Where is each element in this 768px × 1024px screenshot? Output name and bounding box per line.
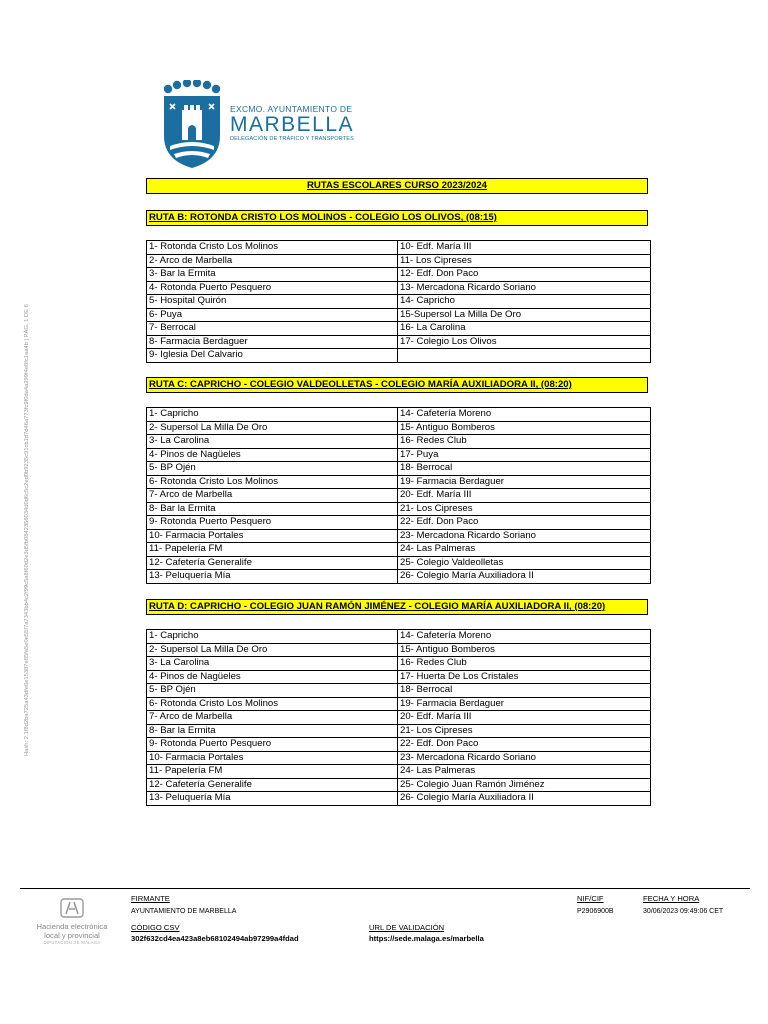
route-d-table (146, 629, 651, 806)
route-c-table (146, 407, 651, 584)
stop-cell: 18- Berrocal (398, 684, 651, 698)
stop-cell: 26- Colegio María Auxiliadora II (398, 570, 651, 584)
table-row (147, 697, 651, 711)
stop-cell: 13- Mercadona Ricardo Soriano (398, 281, 651, 295)
stop-cell: 21- Los Cipreses (398, 502, 651, 516)
stop-cell: 8- Bar la Ermita (147, 502, 398, 516)
stop-cell: 16- Redes Club (398, 657, 651, 671)
stop-cell: 13- Peluquería Mía (147, 570, 398, 584)
stop-cell: 15- Antiguo Bomberos (398, 421, 651, 435)
stop-cell: 3- La Carolina (147, 435, 398, 449)
table-row (147, 778, 651, 792)
fecha-value: 30/06/2023 09:49:06 CET (643, 908, 724, 915)
firmante-label: FIRMANTE (131, 894, 170, 903)
stop-cell: 4- Rotonda Puerto Pesquero (147, 281, 398, 295)
csv-value: 302f632cd4ea423a8eb68102494ab97299a4fdad (131, 934, 299, 943)
table-row (147, 281, 651, 295)
table-row (147, 765, 651, 779)
table-row (147, 308, 651, 322)
table-row (147, 335, 651, 349)
stop-cell: 8- Farmacia Berdaguer (147, 335, 398, 349)
stop-cell: 17- Colegio Los Olivos (398, 335, 651, 349)
table-row (147, 738, 651, 752)
csv-label: CÓDIGO CSV (131, 923, 180, 932)
hacienda-emblem-icon (60, 898, 84, 918)
stop-cell: 1- Rotonda Cristo Los Molinos (147, 241, 398, 255)
stop-cell: 16- Redes Club (398, 435, 651, 449)
stop-cell: 10- Farmacia Portales (147, 529, 398, 543)
route-b-heading-text: RUTA B: ROTONDA CRISTO LOS MOLINOS - COLEGIO LOS OLIVOS, (08:15) (149, 212, 497, 223)
stop-cell: 14- Capricho (398, 295, 651, 309)
stop-cell: 2- Arco de Marbella (147, 254, 398, 268)
table-row (147, 435, 651, 449)
logo-line-2: MARBELLA (230, 113, 355, 136)
stop-cell: 7- Berrocal (147, 322, 398, 336)
stop-cell: 24- Las Palmeras (398, 765, 651, 779)
table-row (147, 489, 651, 503)
hacienda-line-1: Hacienda electrónica (36, 922, 108, 931)
nif-label: NIF/CIF (577, 894, 604, 903)
stop-cell: 24- Las Palmeras (398, 543, 651, 557)
logo-line-3: DELEGACIÓN DE TRÁFICO Y TRANSPORTES (230, 136, 354, 142)
stop-cell: 8- Bar la Ermita (147, 724, 398, 738)
stop-cell: 11- Papelería FM (147, 543, 398, 557)
stop-cell: 10- Edf. María III (398, 241, 651, 255)
stop-cell: 10- Farmacia Portales (147, 751, 398, 765)
stop-cell: 2- Supersol La Milla De Oro (147, 421, 398, 435)
stop-cell: 22- Edf. Don Paco (398, 516, 651, 530)
marbella-shield-icon (162, 80, 224, 170)
footer-divider (20, 888, 750, 889)
stop-cell: 26- Colegio María Auxiliadora II (398, 792, 651, 806)
table-row (147, 751, 651, 765)
table-row (147, 516, 651, 530)
table-row (147, 657, 651, 671)
stop-cell: 23- Mercadona Ricardo Soriano (398, 529, 651, 543)
stop-cell: 6- Rotonda Cristo Los Molinos (147, 697, 398, 711)
stop-cell: 7- Arco de Marbella (147, 489, 398, 503)
route-d-heading-text: RUTA D: CAPRICHO - COLEGIO JUAN RAMÓN JIMÉNEZ - COLEGIO MARÍA AUXILIADORA II, (08:20) (149, 601, 606, 612)
table-row (147, 295, 651, 309)
stop-cell: 5- BP Ojén (147, 462, 398, 476)
table-row (147, 408, 651, 422)
table-row (147, 792, 651, 806)
stop-cell: 9- Rotonda Puerto Pesquero (147, 738, 398, 752)
fecha-label: FECHA Y HORA (643, 894, 700, 903)
stop-cell: 11- Los Cipreses (398, 254, 651, 268)
stop-cell: 12- Edf. Don Paco (398, 268, 651, 282)
route-b-table (146, 240, 651, 363)
stop-cell: 17- Huerta De Los Cristales (398, 670, 651, 684)
table-row (147, 421, 651, 435)
stop-cell: 18- Berrocal (398, 462, 651, 476)
stop-cell: 13- Peluquería Mía (147, 792, 398, 806)
table-row (147, 475, 651, 489)
table-row (147, 502, 651, 516)
stop-cell: 6- Puya (147, 308, 398, 322)
hacienda-line-2: local y provincial (44, 931, 100, 940)
stop-cell: 21- Los Cipreses (398, 724, 651, 738)
stop-cell: 20- Edf. María III (398, 489, 651, 503)
table-row (147, 711, 651, 725)
stop-cell: 14- Cafetería Moreno (398, 408, 651, 422)
logo-line-1: EXCMO. AYUNTAMIENTO DE (230, 104, 353, 114)
stop-cell: 19- Farmacia Berdaguer (398, 475, 651, 489)
marbella-logo (162, 80, 362, 180)
table-row (147, 630, 651, 644)
table-row (147, 529, 651, 543)
table-row (147, 448, 651, 462)
stop-cell: 4- Pinos de Nagüeles (147, 670, 398, 684)
url-label: URL DE VALIDACIÓN (369, 923, 445, 932)
table-row (147, 268, 651, 282)
stop-cell: 4- Pinos de Nagüeles (147, 448, 398, 462)
table-row (147, 556, 651, 570)
table-row (147, 241, 651, 255)
table-row (147, 254, 651, 268)
route-c-heading (146, 377, 648, 393)
firmante-value: AYUNTAMIENTO DE MARBELLA (131, 908, 237, 915)
stop-cell: 14- Cafetería Moreno (398, 630, 651, 644)
url-value[interactable]: https://sede.malaga.es/marbella (369, 934, 484, 943)
stop-cell: 23- Mercadona Ricardo Soriano (398, 751, 651, 765)
stop-cell: 16- La Carolina (398, 322, 651, 336)
document-title (146, 178, 648, 194)
stop-cell: 3- Bar la Ermita (147, 268, 398, 282)
table-row (147, 670, 651, 684)
table-row (147, 543, 651, 557)
stop-cell: 6- Rotonda Cristo Los Molinos (147, 475, 398, 489)
stop-cell (398, 349, 651, 363)
stop-cell: 1- Capricho (147, 408, 398, 422)
stop-cell: 25- Colegio Juan Ramón Jiménez (398, 778, 651, 792)
document-title-text: RUTAS ESCOLARES CURSO 2023/2024 (306, 180, 488, 191)
stop-cell: 11- Papelería FM (147, 765, 398, 779)
table-row (147, 684, 651, 698)
table-row (147, 643, 651, 657)
stop-cell: 9- Iglesia Del Calvario (147, 349, 398, 363)
route-c-heading-text: RUTA C: CAPRICHO - COLEGIO VALDEOLLETAS - COLEGIO MARÍA AUXILIADORA II, (08:20) (149, 379, 572, 390)
stop-cell: 19- Farmacia Berdaguer (398, 697, 651, 711)
stop-cell: 1- Capricho (147, 630, 398, 644)
stop-cell: 9- Rotonda Puerto Pesquero (147, 516, 398, 530)
stop-cell: 7- Arco de Marbella (147, 711, 398, 725)
table-row (147, 462, 651, 476)
table-row (147, 570, 651, 584)
hacienda-logo (22, 896, 122, 946)
stop-cell: 25- Colegio Valdeolletas (398, 556, 651, 570)
stop-cell: 15- Antiguo Bomberos (398, 643, 651, 657)
stop-cell: 2- Supersol La Milla De Oro (147, 643, 398, 657)
stop-cell: 17- Puya (398, 448, 651, 462)
hacienda-line-3: DIPUTACIÓN DE MÁLAGA (43, 940, 101, 945)
stop-cell: 5- Hospital Quirón (147, 295, 398, 309)
table-row (147, 322, 651, 336)
table-row (147, 349, 651, 363)
stop-cell: 3- La Carolina (147, 657, 398, 671)
stop-cell: 20- Edf. María III (398, 711, 651, 725)
route-b-heading (146, 210, 648, 226)
route-d-heading (146, 599, 648, 615)
stop-cell: 12- Cafetería Generalife (147, 556, 398, 570)
stop-cell: 12- Cafetería Generalife (147, 778, 398, 792)
stop-cell: 15-Supersol La Milla De Oro (398, 308, 651, 322)
stop-cell: 5- BP Ojén (147, 684, 398, 698)
nif-value: P2906900B (577, 908, 614, 915)
stop-cell: 22- Edf. Don Paco (398, 738, 651, 752)
document-hash: Hash: 2.1f8d2ba725a43dfe6e15387e85fa5e0e55f7a7343bb4c2f99c5a8f60d2e3d5fb0842356034d0d6c5c2ed0b9235c91cb1d7d46a773fc9f0da4a299f4e8fc1aa4b | PÁG. 1 DE 6 (24, 304, 30, 756)
table-row (147, 724, 651, 738)
